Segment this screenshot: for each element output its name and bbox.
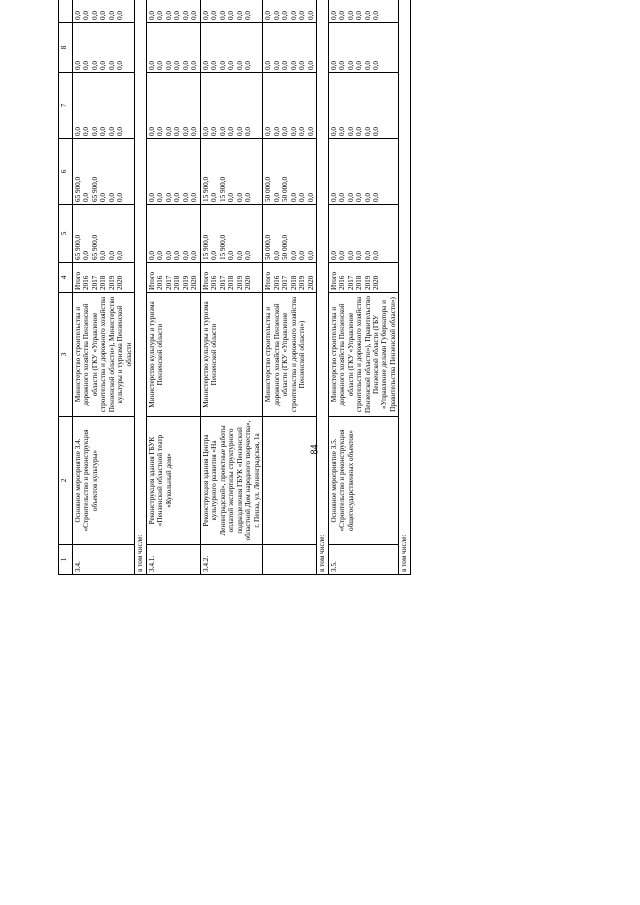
cell-value: 0,0 bbox=[289, 251, 298, 260]
in-that-number-cell: в том числе: bbox=[135, 0, 146, 575]
cell-value: 0,0 bbox=[116, 127, 125, 136]
table-row bbox=[263, 0, 317, 575]
cell-value: 50 000,0 bbox=[264, 234, 273, 260]
row-number: 3.4. bbox=[73, 545, 135, 575]
cell-value: 2019 bbox=[363, 275, 372, 290]
cell-value: 15 900,0 bbox=[201, 234, 210, 260]
cell-value: 0,0 bbox=[264, 11, 273, 20]
cell-value: Итого bbox=[201, 271, 210, 290]
cell-value: 2017 bbox=[164, 275, 173, 290]
cell-value: 2018 bbox=[173, 275, 182, 290]
cell-value: 0,0 bbox=[156, 193, 165, 202]
column-number-header: 1 bbox=[59, 545, 73, 575]
finance-values-c5 bbox=[263, 205, 317, 263]
cell-value: 2019 bbox=[107, 275, 116, 290]
subtotal-label-row bbox=[317, 0, 328, 575]
cell-value: 0,0 bbox=[99, 251, 108, 260]
cell-value: 0,0 bbox=[346, 251, 355, 260]
executor-name: Министерство строительства и дорожного хозяйства Пензенской области (ГКУ «Управление строительства и дорожного хозяйства Пензенской области»), Правительство Пензенской области (ГБУ «Управление делами Губернатора и Правительства Пензенской области») bbox=[328, 293, 399, 417]
cell-value: 0,0 bbox=[281, 127, 290, 136]
column-number-header bbox=[59, 0, 73, 23]
cell-value: 0,0 bbox=[210, 127, 219, 136]
cell-value: 0,0 bbox=[147, 193, 156, 202]
table-row bbox=[73, 0, 135, 575]
cell-value: 0,0 bbox=[227, 193, 236, 202]
cell-value: 0,0 bbox=[272, 127, 281, 136]
cell-value: 0,0 bbox=[90, 61, 99, 70]
column-number-header: 7 bbox=[59, 73, 73, 139]
cell-value: 0,0 bbox=[90, 11, 99, 20]
year-list bbox=[73, 263, 135, 293]
cell-value: 2017 bbox=[218, 275, 227, 290]
cell-value: 0,0 bbox=[244, 11, 253, 20]
cell-value: 0,0 bbox=[201, 127, 210, 136]
cell-value: 0,0 bbox=[116, 11, 125, 20]
cell-value: 0,0 bbox=[147, 11, 156, 20]
finance-values-c5 bbox=[200, 205, 262, 263]
cell-value: 0,0 bbox=[298, 11, 307, 20]
cell-value: 0,0 bbox=[355, 11, 364, 20]
cell-value: 0,0 bbox=[181, 61, 190, 70]
cell-value: 0,0 bbox=[235, 61, 244, 70]
cell-value: 0,0 bbox=[371, 11, 380, 20]
cell-value: 0,0 bbox=[218, 127, 227, 136]
cell-value: 0,0 bbox=[363, 11, 372, 20]
cell-value: 0,0 bbox=[235, 193, 244, 202]
cell-value: 0,0 bbox=[355, 127, 364, 136]
cell-value: 0,0 bbox=[210, 11, 219, 20]
row-number: 3.4.2. bbox=[200, 545, 262, 575]
cell-value: 0,0 bbox=[235, 127, 244, 136]
table-row bbox=[200, 0, 262, 575]
cell-value: 15 900,0 bbox=[218, 176, 227, 202]
cell-value: 0,0 bbox=[90, 127, 99, 136]
cell-value: 0,0 bbox=[82, 193, 91, 202]
cell-value: 0,0 bbox=[147, 61, 156, 70]
cell-value: 2016 bbox=[210, 275, 219, 290]
in-that-number-cell: в том числе: bbox=[399, 0, 410, 575]
cell-value: 0,0 bbox=[164, 251, 173, 260]
cell-value: 2016 bbox=[82, 275, 91, 290]
cell-value: 15 900,0 bbox=[201, 176, 210, 202]
cell-value: 0,0 bbox=[173, 11, 182, 20]
cell-value: 0,0 bbox=[82, 127, 91, 136]
cell-value: 0,0 bbox=[173, 193, 182, 202]
cell-value: 0,0 bbox=[74, 127, 82, 136]
cell-value: 0,0 bbox=[82, 11, 91, 20]
cell-value: 2018 bbox=[355, 275, 364, 290]
cell-value: 0,0 bbox=[173, 127, 182, 136]
cell-value: 15 900,0 bbox=[218, 234, 227, 260]
cell-value: 0,0 bbox=[147, 127, 156, 136]
cell-value: 0,0 bbox=[346, 127, 355, 136]
finance-values-c6 bbox=[146, 139, 200, 205]
cell-value: 0,0 bbox=[306, 61, 315, 70]
cell-value: 0,0 bbox=[355, 61, 364, 70]
cell-value: 0,0 bbox=[82, 251, 91, 260]
cell-value: 0,0 bbox=[181, 193, 190, 202]
activity-name: Основное мероприятие 3.4. «Строительство и реконструкция объектов культуры» bbox=[73, 417, 135, 545]
cell-value: 0,0 bbox=[355, 193, 364, 202]
cell-value: 0,0 bbox=[289, 127, 298, 136]
cell-value: 0,0 bbox=[107, 11, 116, 20]
cell-value: 0,0 bbox=[116, 251, 125, 260]
cell-value: 0,0 bbox=[107, 61, 116, 70]
column-number-header: 2 bbox=[59, 417, 73, 545]
cell-value: 2019 bbox=[235, 275, 244, 290]
row-number: 3.5. bbox=[328, 545, 399, 575]
cell-value: 65 900,0 bbox=[74, 176, 82, 202]
cell-value: 0,0 bbox=[218, 61, 227, 70]
cell-value: 0,0 bbox=[156, 127, 165, 136]
cell-value: 0,0 bbox=[116, 193, 125, 202]
cell-value: 0,0 bbox=[346, 11, 355, 20]
cell-value: 2020 bbox=[371, 275, 380, 290]
executor-name: Министерство культуры и туризма Пензенской области bbox=[200, 293, 262, 417]
finance-values-c5 bbox=[73, 205, 135, 263]
cell-value: 0,0 bbox=[363, 251, 372, 260]
cell-value: 0,0 bbox=[363, 193, 372, 202]
cell-value: 0,0 bbox=[363, 61, 372, 70]
cell-value: 0,0 bbox=[355, 251, 364, 260]
rotated-content bbox=[58, 0, 618, 575]
finance-values-c7 bbox=[73, 73, 135, 139]
cell-value: 0,0 bbox=[235, 11, 244, 20]
cell-value: 0,0 bbox=[147, 251, 156, 260]
finance-values-c8 bbox=[200, 23, 262, 73]
cell-value: 0,0 bbox=[329, 61, 338, 70]
finance-values-c9 bbox=[146, 0, 200, 23]
row-number bbox=[263, 545, 317, 575]
cell-value: 65 900,0 bbox=[90, 176, 99, 202]
cell-value: 0,0 bbox=[227, 61, 236, 70]
cell-value: 2017 bbox=[346, 275, 355, 290]
cell-value: 0,0 bbox=[164, 193, 173, 202]
executor-name: Министерство культуры и туризма Пензенской области bbox=[146, 293, 200, 417]
cell-value: 0,0 bbox=[173, 61, 182, 70]
finance-values-c9 bbox=[200, 0, 262, 23]
year-list bbox=[146, 263, 200, 293]
finance-values-c7 bbox=[200, 73, 262, 139]
cell-value: 2020 bbox=[306, 275, 315, 290]
cell-value: 0,0 bbox=[244, 127, 253, 136]
cell-value: 0,0 bbox=[329, 251, 338, 260]
finance-values-c8 bbox=[263, 23, 317, 73]
cell-value: 0,0 bbox=[281, 61, 290, 70]
cell-value: 0,0 bbox=[164, 61, 173, 70]
cell-value: 0,0 bbox=[306, 11, 315, 20]
cell-value: 0,0 bbox=[298, 251, 307, 260]
cell-value: 2017 bbox=[281, 275, 290, 290]
cell-value: 65 900,0 bbox=[74, 234, 82, 260]
cell-value: 0,0 bbox=[181, 11, 190, 20]
cell-value: 0,0 bbox=[201, 61, 210, 70]
cell-value: 0,0 bbox=[289, 61, 298, 70]
cell-value: 0,0 bbox=[338, 11, 347, 20]
cell-value: 0,0 bbox=[164, 127, 173, 136]
cell-value: 0,0 bbox=[272, 61, 281, 70]
cell-value: 0,0 bbox=[210, 193, 219, 202]
cell-value: 0,0 bbox=[371, 193, 380, 202]
activity-name bbox=[263, 417, 317, 545]
cell-value: 2016 bbox=[272, 275, 281, 290]
cell-value: 50 000,0 bbox=[281, 234, 290, 260]
cell-value: 65 900,0 bbox=[90, 234, 99, 260]
cell-value: 0,0 bbox=[227, 251, 236, 260]
finance-values-c6 bbox=[200, 139, 262, 205]
finance-values-c6 bbox=[328, 139, 399, 205]
cell-value: 0,0 bbox=[156, 251, 165, 260]
cell-value: 0,0 bbox=[235, 251, 244, 260]
program-table bbox=[58, 0, 411, 575]
cell-value: 0,0 bbox=[329, 127, 338, 136]
cell-value: 2016 bbox=[338, 275, 347, 290]
cell-value: 0,0 bbox=[306, 127, 315, 136]
in-that-number-cell: в том числе: bbox=[317, 0, 328, 575]
cell-value: 0,0 bbox=[264, 127, 273, 136]
rotated-page bbox=[58, 11, 618, 893]
finance-values-c6 bbox=[263, 139, 317, 205]
cell-value: 0,0 bbox=[99, 61, 108, 70]
finance-values-c6 bbox=[73, 139, 135, 205]
cell-value: 0,0 bbox=[363, 127, 372, 136]
cell-value: 0,0 bbox=[74, 11, 82, 20]
year-list bbox=[328, 263, 399, 293]
row-number: 3.4.1. bbox=[146, 545, 200, 575]
activity-name: Основное мероприятие 3.5. «Строительство и реконструкция общегосударственных объектов» bbox=[328, 417, 399, 545]
cell-value: 0,0 bbox=[181, 251, 190, 260]
cell-value: 0,0 bbox=[190, 61, 199, 70]
cell-value: 0,0 bbox=[289, 11, 298, 20]
finance-values-c8 bbox=[328, 23, 399, 73]
cell-value: 0,0 bbox=[190, 11, 199, 20]
cell-value: 0,0 bbox=[264, 61, 273, 70]
cell-value: 0,0 bbox=[181, 127, 190, 136]
finance-values-c7 bbox=[263, 73, 317, 139]
cell-value: 0,0 bbox=[107, 127, 116, 136]
cell-value: 0,0 bbox=[329, 11, 338, 20]
cell-value: 0,0 bbox=[306, 251, 315, 260]
cell-value: 50 000,0 bbox=[281, 176, 290, 202]
cell-value: 0,0 bbox=[306, 193, 315, 202]
cell-value: 0,0 bbox=[74, 61, 82, 70]
cell-value: 0,0 bbox=[156, 11, 165, 20]
cell-value: 0,0 bbox=[116, 61, 125, 70]
cell-value: 2020 bbox=[244, 275, 253, 290]
cell-value: Итого bbox=[264, 271, 273, 290]
cell-value: Итого bbox=[329, 271, 338, 290]
finance-values-c7 bbox=[146, 73, 200, 139]
cell-value: 0,0 bbox=[244, 251, 253, 260]
cell-value: 0,0 bbox=[156, 61, 165, 70]
cell-value: 0,0 bbox=[244, 193, 253, 202]
cell-value: 0,0 bbox=[346, 193, 355, 202]
finance-values-c7 bbox=[328, 73, 399, 139]
cell-value: 0,0 bbox=[338, 251, 347, 260]
table-row bbox=[146, 0, 200, 575]
cell-value: 0,0 bbox=[371, 251, 380, 260]
column-number-header: 6 bbox=[59, 139, 73, 205]
cell-value: 0,0 bbox=[329, 193, 338, 202]
finance-values-c5 bbox=[328, 205, 399, 263]
cell-value: 0,0 bbox=[371, 127, 380, 136]
cell-value: 0,0 bbox=[201, 11, 210, 20]
cell-value: 2018 bbox=[227, 275, 236, 290]
cell-value: 0,0 bbox=[298, 193, 307, 202]
year-list bbox=[263, 263, 317, 293]
subtotal-label-row bbox=[135, 0, 146, 575]
cell-value: 0,0 bbox=[190, 251, 199, 260]
cell-value: 0,0 bbox=[272, 11, 281, 20]
cell-value: 0,0 bbox=[190, 127, 199, 136]
cell-value: 0,0 bbox=[281, 11, 290, 20]
cell-value: 0,0 bbox=[164, 11, 173, 20]
cell-value: 0,0 bbox=[227, 127, 236, 136]
cell-value: 2016 bbox=[156, 275, 165, 290]
cell-value: 0,0 bbox=[210, 251, 219, 260]
cell-value: Итого bbox=[147, 271, 156, 290]
cell-value: 0,0 bbox=[82, 61, 91, 70]
cell-value: 50 000,0 bbox=[264, 176, 273, 202]
executor-name: Министерство строительства и дорожного хозяйства Пензенской области (ГКУ «Управление строительства и дорожного хозяйства Пензенской области»), Министерство культуры и туризма Пензенской области bbox=[73, 293, 135, 417]
cell-value: 0,0 bbox=[298, 61, 307, 70]
cell-value: 2019 bbox=[298, 275, 307, 290]
cell-value: 0,0 bbox=[272, 251, 281, 260]
table-row bbox=[328, 0, 399, 575]
cell-value: 2020 bbox=[190, 275, 199, 290]
cell-value: 0,0 bbox=[107, 251, 116, 260]
cell-value: 0,0 bbox=[99, 127, 108, 136]
cell-value: 0,0 bbox=[244, 61, 253, 70]
column-number-header: 8 bbox=[59, 23, 73, 73]
finance-values-c9 bbox=[73, 0, 135, 23]
cell-value: 2018 bbox=[289, 275, 298, 290]
finance-values-c5 bbox=[146, 205, 200, 263]
cell-value: 0,0 bbox=[190, 193, 199, 202]
subtotal-label-row bbox=[399, 0, 410, 575]
finance-values-c9 bbox=[328, 0, 399, 23]
cell-value: 0,0 bbox=[338, 193, 347, 202]
cell-value: 0,0 bbox=[99, 11, 108, 20]
cell-value: 0,0 bbox=[289, 193, 298, 202]
cell-value: Итого bbox=[74, 271, 82, 290]
cell-value: 0,0 bbox=[218, 11, 227, 20]
page-number: 84 bbox=[309, 444, 321, 455]
activity-name: Реконструкция здания Центра культурного развития «На Ленинградской», проектные работы оплатой экспертизы структурного подразделения ГБУК «Пензенский областной Дом народного творчества», г. Пенза, ул. Ленинградская, 1а bbox=[200, 417, 262, 545]
cell-value: 0,0 bbox=[371, 61, 380, 70]
cell-value: 0,0 bbox=[272, 193, 281, 202]
column-number-header: 3 bbox=[59, 293, 73, 417]
cell-value: 0,0 bbox=[298, 127, 307, 136]
finance-values-c9 bbox=[263, 0, 317, 23]
finance-values-c8 bbox=[146, 23, 200, 73]
cell-value: 0,0 bbox=[338, 61, 347, 70]
finance-values-c8 bbox=[73, 23, 135, 73]
cell-value: 2019 bbox=[181, 275, 190, 290]
cell-value: 0,0 bbox=[210, 61, 219, 70]
column-number-header: 4 bbox=[59, 263, 73, 293]
year-list bbox=[200, 263, 262, 293]
cell-value: 2017 bbox=[90, 275, 99, 290]
cell-value: 2018 bbox=[99, 275, 108, 290]
executor-name: Министерство строительства и дорожного хозяйства Пензенской области (ГКУ «Управление строительства и дорожного хозяйства Пензенской области») bbox=[263, 293, 317, 417]
cell-value: 0,0 bbox=[173, 251, 182, 260]
cell-value: 0,0 bbox=[346, 61, 355, 70]
cell-value: 2020 bbox=[116, 275, 125, 290]
cell-value: 0,0 bbox=[99, 193, 108, 202]
activity-name: Реконструкция здания ГБУК «Пензенский областной театр «Кукольный дом» bbox=[146, 417, 200, 545]
column-number-header: 5 bbox=[59, 205, 73, 263]
cell-value: 0,0 bbox=[107, 193, 116, 202]
cell-value: 0,0 bbox=[338, 127, 347, 136]
header-row bbox=[59, 0, 73, 575]
cell-value: 0,0 bbox=[227, 11, 236, 20]
